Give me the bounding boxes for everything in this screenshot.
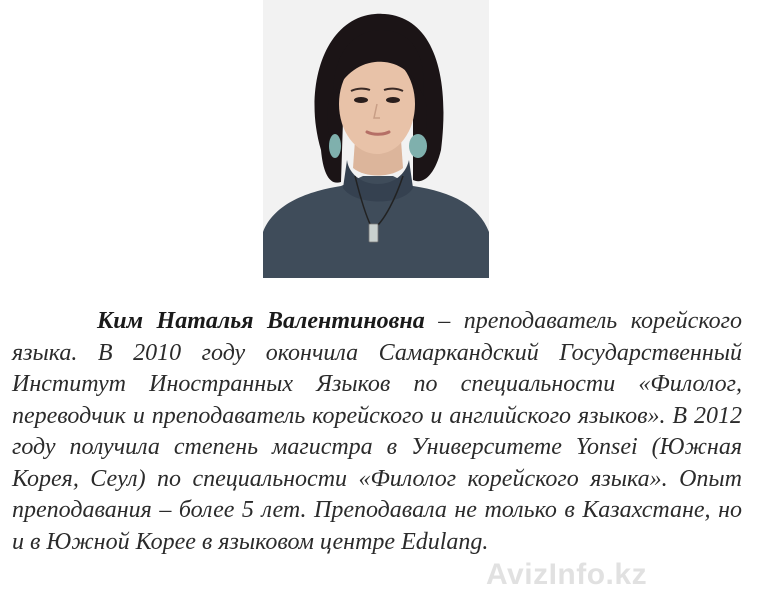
portrait-photo	[263, 0, 489, 278]
biography-text: – преподаватель корейского языка. В 2010 году окончила Самаркандский Государственный Институт Иностранных Языков по специальности «Филолог, переводчик и преподаватель корейского и английского языков». В 2012 году получила степень магистра в Университете Yonsei (Южная Корея, Сеул) по специальности «Филолог корейского языка». Опыт преподавания – более 5 лет. Преподавала не только в Казахстане, но и в Южной Корее в языковом центре Edulang.	[12, 308, 743, 555]
biography-paragraph	[12, 306, 742, 558]
person-name: Ким Наталья Валентиновна	[97, 308, 425, 334]
watermark: AvizInfo.kz	[486, 558, 648, 591]
